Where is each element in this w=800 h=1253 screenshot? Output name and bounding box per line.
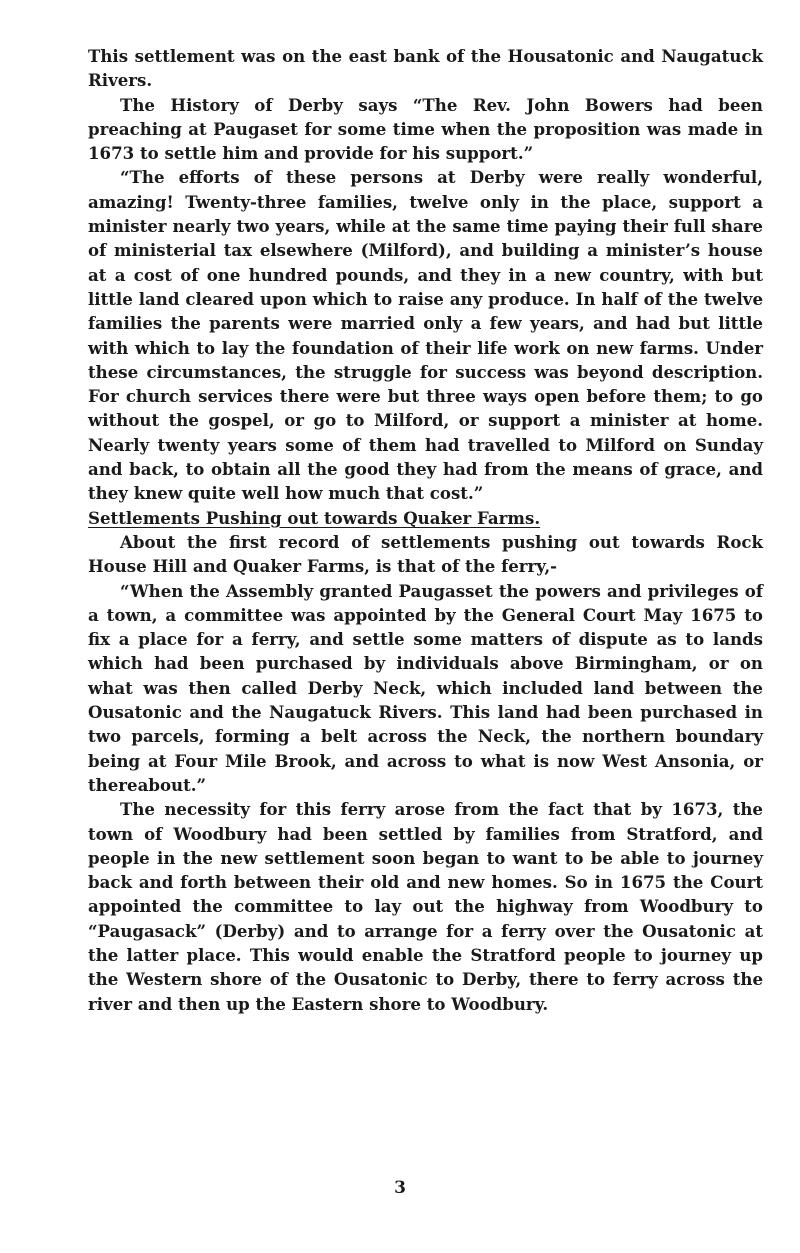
document-page — [88, 44, 763, 1016]
paragraph-first-record: About the first record of settlements pushing out towards Rock House Hill and Quaker Farms, is that of the ferry,- — [88, 531, 763, 577]
paragraph-efforts-quote: “The efforts of these persons at Derby were really wonderful, amazing! Twenty-three families, twelve only in the place, support a minister nearly two years, while at the same time paying their full share of ministerial tax elsewhere (Milford), and building a minister’s house at a cost of one hundred pounds, and they in a new country, with but little land cleared upon which to raise any produce. In half of the twelve families the parents were married only a few years, and had but little with which to lay the foundation of their life work on new farms. Under these circumstances, the struggle for success was beyond description. For church services there were but three ways open before them; to go without the gospel, or go to Milford, or support a minister at home. Nearly twenty years some of them had travelled to Milford on Sunday and back, to obtain all the good they had from the means of grace, and they knew quite well how much that cost.” — [88, 167, 763, 504]
section-heading: Settlements Pushing out towards Quaker Farms. — [88, 507, 541, 528]
paragraph-settlement-location: This settlement was on the east bank of the Housatonic and Naugatuck Rivers. — [88, 46, 763, 91]
paragraph-history-of-derby: The History of Derby says “The Rev. John Bowers had been preaching at Paugaset for some time when the proposition was made in 1673 to settle him and provide for his support.” — [88, 94, 763, 164]
paragraph-assembly-quote: “When the Assembly granted Paugasset the powers and privileges of a town, a committee was appointed by the General Court May 1675 to fix a place for a ferry, and settle some matters of dispute as to lands which had been purchased by individuals above Birmingham, or on what was then called Derby Neck, which included land between the Ousatonic and the Naugatuck Rivers. This land had been purchased in two parcels, forming a belt across the Neck, the northern boundary being at Four Mile Brook, and across to what is now West Ansonia, or thereabout.” — [88, 580, 763, 795]
paragraph-ferry-necessity: The necessity for this ferry arose from the fact that by 1673, the town of Woodbury had been settled by families from Stratford, and people in the new settlement soon began to want to be able to journey back and forth between their old and new homes. So in 1675 the Court appointed the committee to lay out the highway from Woodbury to “Paugasack” (Derby) and to arrange for a ferry over the Ousatonic at the latter place. This would enable the Stratford people to journey up the Western shore of the Ousatonic to Derby, there to ferry across the river and then up the Eastern shore to Woodbury. — [88, 799, 763, 1014]
page-number: 3 — [394, 1178, 406, 1198]
